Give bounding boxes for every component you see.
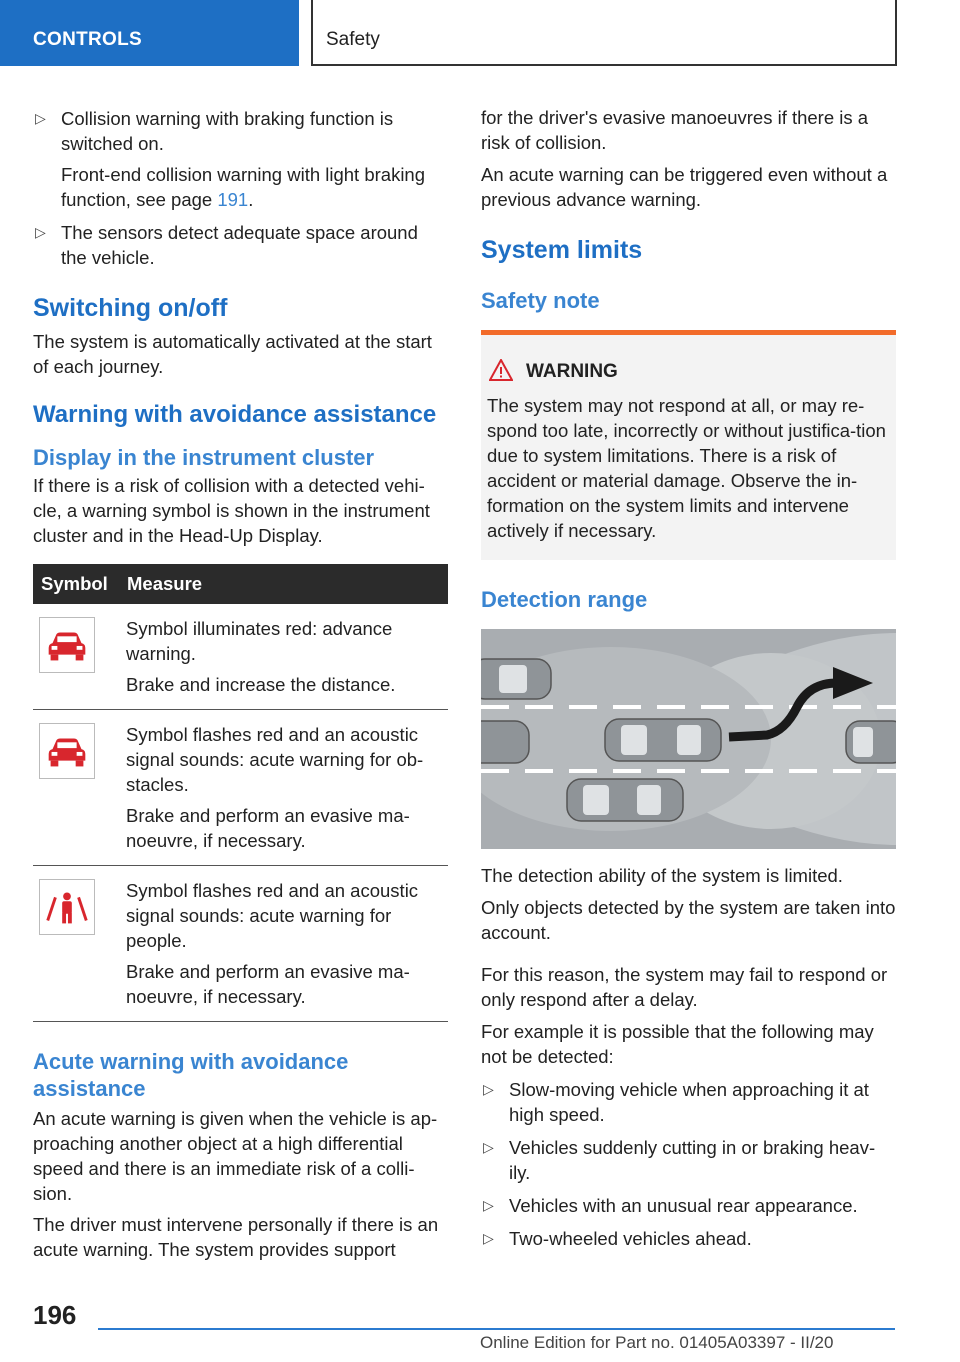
acute-paragraph: An acute warning is given when the vehicle is ap-proaching another object at a high differential speed and there is an immediate risk of a colli-sion. [33,1108,438,1204]
car-warning-icon [39,723,95,779]
acute-warning-heading: Acute warning with avoidance assistance [33,1049,349,1101]
detection-paragraph: Only objects detected by the system are taken into account. [481,897,896,943]
switching-text: The system is automatically activated at the start of each journey. [33,331,432,377]
column-header-measure: Measure [119,564,448,604]
detection-range-heading: Detection range [481,587,648,612]
right-column [481,100,896,314]
list-item: ▷ Slow-moving vehicle when approaching it at high speed. [483,1079,869,1125]
bullet-triangle-icon: ▷ [483,1081,494,1097]
car-icon [481,721,529,763]
bullet-triangle-icon: ▷ [483,1197,494,1213]
measure-cell: Symbol flashes red and an acoustic signal sounds: acute warning for ob-stacles. Brake and perform an evasive ma-noeuvre, if necessary. [119,710,448,866]
measure-cell: Symbol illuminates red: advance warning. Brake and increase the distance. [119,604,448,710]
warning-box [481,330,896,560]
safety-note-heading: Safety note [481,288,600,313]
warning-triangle-icon [489,359,513,381]
car-icon [846,721,896,763]
acute-paragraph: The driver must intervene personally if there is an acute warning. The system provides support [33,1214,439,1260]
warning-title: WARNING [526,361,618,382]
warning-avoidance-heading: Warning with avoidance assistance [33,401,437,428]
detection-paragraph: For example it is possible that the following may not be detected: [481,1021,874,1067]
chapter-tab [311,0,897,66]
display-text: If there is a risk of collision with a detected vehi-cle, a warning symbol is shown in the instrument cluster and in the Head-Up Display. [33,475,430,546]
table-header-row [33,564,448,604]
bullet-subtext: Front-end collision warning with light braking function, see page 191. [61,164,426,210]
table-row [33,866,448,1022]
pedestrian-warning-icon [39,879,95,935]
symbol-cell [33,866,119,1022]
car-icon [605,719,721,761]
page-header [0,0,960,66]
bullet-triangle-icon: ▷ [35,110,46,126]
column-header-symbol: Symbol [33,564,119,604]
detection-text-block [481,863,896,1251]
page-link[interactable]: 191 [217,189,249,210]
bullet-triangle-icon: ▷ [483,1230,494,1246]
warning-text: The system may not respond at all, or may re-spond too late, incorrectly or without justifica-tion due to system limitations. There is a risk of accident or material damage. Observe the in-formation on the system limits and intervene actively if necessary. [487,395,886,541]
page-number: 196 [33,1300,77,1330]
left-column [33,100,448,1262]
bullet-triangle-icon: ▷ [35,224,46,240]
section-tab [0,0,299,66]
detection-paragraph: For this reason, the system may fail to respond or only respond after a delay. [481,964,888,1010]
display-heading: Display in the instrument cluster [33,445,375,470]
table-row [33,604,448,710]
edition-text: Online Edition for Part no. 01405A03397 - II/20 [480,1333,834,1352]
car-warning-icon [39,617,95,673]
symbol-table [33,564,448,1022]
chapter-title: Safety [326,29,380,50]
list-item: ▷ Vehicles with an unusual rear appearance. [483,1195,858,1216]
list-item: ▷ The sensors detect adequate space around the vehicle. [35,222,418,268]
car-icon [481,659,551,699]
continued-paragraph: An acute warning can be triggered even without a previous advance warning. [481,164,888,210]
list-item: ▷ Two-wheeled vehicles ahead. [483,1228,752,1249]
continued-paragraph: for the driver's evasive manoeuvres if there is a risk of collision. [481,107,869,153]
system-limits-heading: System limits [481,236,643,264]
switching-heading: Switching on/off [33,294,228,322]
footer-divider [98,1328,895,1330]
symbol-cell [33,604,119,710]
bullet-triangle-icon: ▷ [483,1139,494,1155]
list-item: ▷ Vehicles suddenly cutting in or braking heav-ily. [483,1137,876,1183]
detection-paragraph: The detection ability of the system is limited. [481,865,843,886]
symbol-cell [33,710,119,866]
detection-range-illustration [481,629,896,849]
measure-cell: Symbol flashes red and an acoustic signal sounds: acute warning for people. Brake and perform an evasive ma-noeuvre, if necessary. [119,866,448,1022]
table-row [33,710,448,866]
car-icon [567,779,683,821]
section-label: CONTROLS [33,29,143,50]
list-item: ▷ Collision warning with braking function is switched on. Front-end collision warning with light braking function, see page 191. [33,106,448,212]
